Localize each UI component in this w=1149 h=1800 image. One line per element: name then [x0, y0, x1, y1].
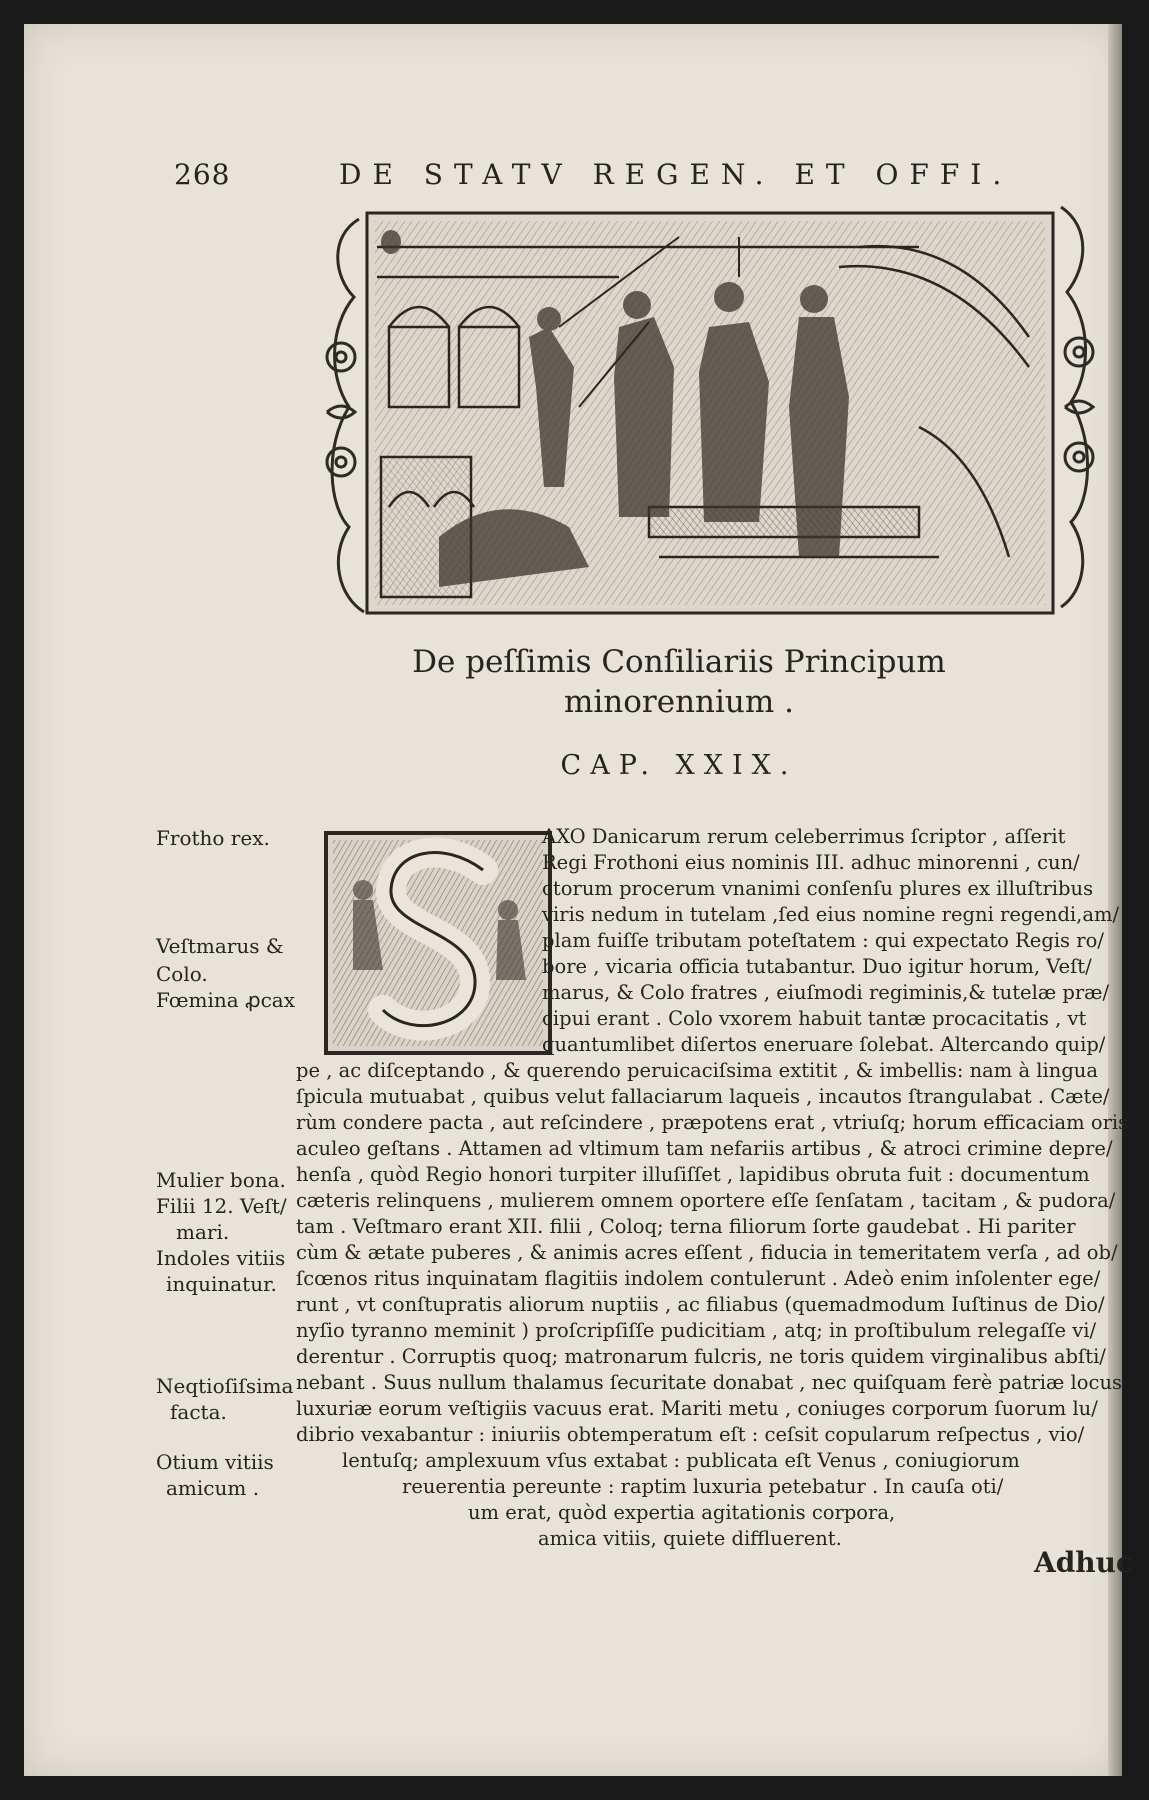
page-edge: [1108, 24, 1122, 1776]
body-line: cæteris relinquens , mulierem omnem oportere eſſe ſenſatam , tacitam , & pudora/: [296, 1189, 1116, 1212]
margin-note: Frotho rex.: [156, 826, 270, 850]
decorated-initial-s: [323, 830, 553, 1056]
left-scroll-ornament: [327, 219, 364, 612]
body-line: quantumlibet diſertos eneruare ſolebat. Altercando quip/: [542, 1033, 1106, 1056]
body-line: Regi Frothoni eius nominis III. adhuc minorenni , cun/: [542, 851, 1080, 874]
body-line: plam fuiſſe tributam poteſtatem : qui expectato Regis ro/: [542, 929, 1104, 952]
margin-note: Colo.: [156, 962, 208, 986]
chapter-title-line1: De peſſimis Conſiliariis Principum: [412, 644, 946, 680]
margin-note: Indoles vitiis: [156, 1246, 286, 1270]
body-line: AXO Danicarum rerum celeberrimus ſcriptor , aſſerit: [542, 825, 1066, 848]
catchword: Adhuc: [1034, 1546, 1134, 1579]
body-line: marus, & Colo fratres , eiuſmodi regiminis,& tutelæ præ/: [542, 981, 1110, 1004]
running-header: [24, 158, 1122, 198]
body-line: henſa , quòd Regio honori turpiter illuſiſſet , lapidibus obruta fuit : documentum: [296, 1163, 1090, 1186]
body-line: nebant . Suus nullum thalamus ſecuritate donabat , nec quiſquam ferè patriæ locus: [296, 1371, 1123, 1394]
chapter-title-line2: minorennium .: [563, 684, 795, 720]
margin-note: Mulier bona.: [156, 1168, 286, 1192]
margin-note: facta.: [170, 1400, 227, 1424]
body-line: reuerentia pereunte : raptim luxuria petebatur . In cauſa oti/: [402, 1475, 1004, 1498]
body-line: dibrio vexabantur : iniuriis obtemperatum eſt : ceſsit copularum reſpectus , vio/: [296, 1423, 1085, 1446]
body-line: cùm & ætate puberes , & animis acres eſſent , fiducia in temeritatem verſa , ad ob/: [296, 1241, 1118, 1264]
margin-note: Neqtioſiſsima: [156, 1374, 294, 1398]
margin-note: inquinatur.: [166, 1272, 277, 1296]
body-line: ſcœnos ritus inquinatam flagitiis indolem contulerunt . Adeò enim inſolenter ege/: [296, 1267, 1101, 1290]
page-number: 268: [174, 158, 231, 191]
chapter-number: CAP. XXIX.: [560, 750, 798, 781]
margin-note: mari.: [176, 1220, 230, 1244]
right-scroll-ornament: [1061, 207, 1093, 607]
body-line: nyſio tyranno meminit ) proſcripſiſſe pudicitiam , atq; in proſtibulum relegaſſe vi/: [296, 1319, 1097, 1342]
body-line: pe , ac diſceptando , & querendo peruicaciſsima extitit , & imbellis: nam à lingua: [296, 1059, 1098, 1082]
body-line: tam . Veſtmaro erant XII. filii , Coloq; terna filiorum ſorte gaudebat . Hi pariter: [296, 1215, 1076, 1238]
body-line: ctorum procerum vnanimi conſenſu plures ex illuſtribus: [542, 877, 1094, 900]
body-line: luxuriæ eorum veſtigiis vacuus erat. Mariti metu , coniuges corporum ſuorum lu/: [296, 1397, 1098, 1420]
margin-note: Veſtmarus &: [156, 934, 284, 958]
margin-note: Filii 12. Veſt/: [156, 1194, 287, 1218]
body-line: lentuſq; amplexuum vſus extabat : publicata eſt Venus , coniugiorum: [342, 1449, 1020, 1472]
running-title: DE STATV REGEN. ET OFFI.: [339, 158, 1013, 191]
margin-note: Otium vitiis: [156, 1450, 274, 1474]
body-line: um erat, quòd expertia agitationis corpora,: [468, 1501, 896, 1524]
body-line: viris nedum in tutelam ,ſed eius nomine regni regendi,am/: [542, 903, 1120, 926]
margin-note: amicum .: [166, 1476, 260, 1500]
body-line: runt , vt conſtupratis aliorum nuptiis , ac filiabus (quemadmodum Iuſtinus de Dio/: [296, 1293, 1105, 1316]
body-line: rùm condere pacta , aut reſcindere , præpotens erat , vtriuſq; horum efficaciam oris: [296, 1111, 1129, 1134]
chapter-title: [324, 642, 1034, 722]
body-line: bore , vicaria officia tutabantur. Duo igitur horum, Veſt/: [542, 955, 1092, 978]
body-line: cipui erant . Colo vxorem habuit tantæ procacitatis , vt: [542, 1007, 1087, 1030]
margin-note: Fœmina ꝓcax: [156, 988, 295, 1012]
woodcut-illustration: [319, 207, 1101, 623]
book-page: [24, 24, 1134, 1776]
body-line: aculeo geſtans . Attamen ad vltimum tam nefariis artibus , & atroci crimine depre/: [296, 1137, 1113, 1160]
body-line: derentur . Corruptis quoq; matronarum fulcris, ne toris quidem virginalibus abſti/: [296, 1345, 1106, 1368]
body-line: amica vitiis, quiete diffluerent.: [538, 1527, 842, 1550]
body-line: ſpicula mutuabat , quibus velut fallaciarum laqueis , incautos ſtrangulabat . Cæte/: [296, 1085, 1110, 1108]
